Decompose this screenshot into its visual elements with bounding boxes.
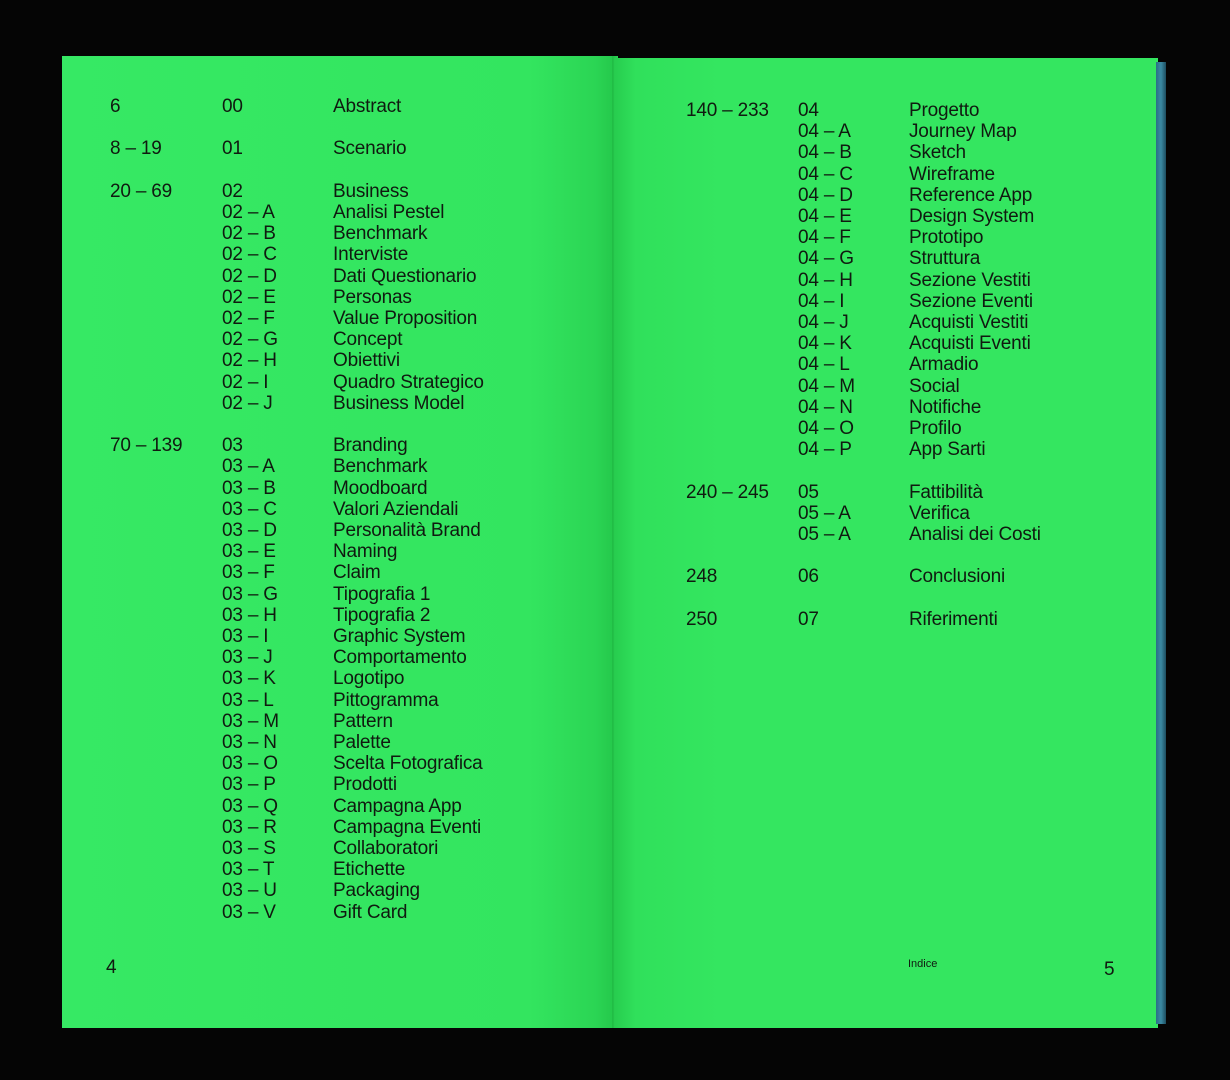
toc-section-title: Conclusioni	[909, 566, 1006, 588]
toc-section-code: 03 – A	[222, 456, 275, 478]
toc-section-code: 03 – J	[222, 647, 273, 669]
toc-entry	[62, 796, 612, 817]
toc-entry	[62, 181, 612, 202]
toc-entry	[62, 478, 612, 499]
toc-section-title: Riferimenti	[909, 608, 998, 630]
toc-entry	[614, 121, 1158, 142]
toc-entry	[62, 435, 612, 456]
toc-section-title: Sketch	[909, 142, 966, 164]
toc-entry	[62, 350, 612, 371]
toc-entry	[614, 524, 1158, 545]
book-page-edges	[1156, 62, 1166, 1024]
toc-section-title: Obiettivi	[333, 350, 400, 372]
toc-section-title: Prototipo	[909, 227, 984, 249]
toc-section-code: 04 – H	[798, 269, 853, 291]
footer-section-label: Indice	[908, 958, 938, 970]
toc-section-code: 02	[222, 180, 243, 202]
toc-page-range: 248	[686, 566, 718, 588]
toc-section-title: Business Model	[333, 392, 465, 414]
toc-section-code: 03 – O	[222, 753, 278, 775]
toc-section-code: 00	[222, 96, 243, 117]
toc-section-code: 03 – B	[222, 477, 276, 499]
toc-page-range: 240 – 245	[686, 481, 769, 503]
toc-section-title: Pattern	[333, 710, 393, 732]
toc-section-title: Social	[909, 375, 960, 397]
toc-entry	[62, 287, 612, 308]
toc-entry	[614, 164, 1158, 185]
toc-entry	[614, 609, 1158, 630]
toc-entry	[62, 647, 612, 668]
toc-section-title: Scelta Fotografica	[333, 753, 483, 775]
toc-section-title: Tipografia 2	[333, 604, 431, 626]
toc-section-title: Campagna App	[333, 795, 462, 817]
toc-section-title: Tipografia 1	[333, 583, 431, 605]
toc-section-code: 03 – M	[222, 710, 279, 732]
toc-section-title: Design System	[909, 206, 1035, 227]
toc-section-code: 04 – L	[798, 354, 850, 376]
toc-section-code: 03 – H	[222, 604, 277, 626]
toc-entry	[614, 100, 1158, 121]
toc-section-code: 02 – G	[222, 329, 278, 351]
toc-entry	[62, 605, 612, 626]
toc-entry	[62, 223, 612, 244]
toc-page-range: 6	[110, 96, 121, 117]
toc-section-title: Collaboratori	[333, 838, 439, 859]
toc-section-code: 03 – C	[222, 498, 277, 520]
toc-section-code: 05 – A	[798, 524, 851, 545]
toc-entry	[614, 354, 1158, 375]
toc-page-range: 20 – 69	[110, 180, 172, 202]
toc-entry	[62, 880, 612, 901]
toc-section-code: 04 – B	[798, 142, 852, 164]
toc-section-title: Personalità Brand	[333, 520, 481, 541]
right-page	[614, 58, 1158, 1028]
toc-entry	[62, 202, 612, 223]
toc-section-title: Acquisti Vestiti	[909, 312, 1029, 333]
toc-entry	[614, 566, 1158, 587]
toc-section-title: Branding	[333, 435, 408, 457]
toc-section-code: 03 – R	[222, 816, 277, 838]
toc-section-title: Sezione Vestiti	[909, 269, 1031, 291]
toc-entry	[62, 584, 612, 605]
right-page-number: 5	[1104, 959, 1115, 980]
toc-page-range: 8 – 19	[110, 138, 162, 160]
toc-section-code: 03 – K	[222, 668, 276, 690]
toc-entry	[614, 142, 1158, 163]
toc-section-code: 04 – P	[798, 439, 852, 461]
toc-section-title: Claim	[333, 562, 381, 584]
toc-section-title: Benchmark	[333, 456, 428, 478]
toc-section-title: Dati Questionario	[333, 265, 477, 287]
toc-section-title: Analisi Pestel	[333, 202, 445, 223]
toc-entry	[614, 439, 1158, 460]
toc-entry	[62, 308, 612, 329]
toc-entry	[62, 732, 612, 753]
toc-entry	[62, 626, 612, 647]
toc-entry	[614, 376, 1158, 397]
toc-section-title: Armadio	[909, 354, 979, 376]
toc-page-range: 250	[686, 608, 718, 630]
toc-section-title: Packaging	[333, 880, 420, 902]
toc-section-title: Journey Map	[909, 121, 1017, 143]
toc-section-code: 03 – I	[222, 626, 269, 647]
toc-section-title: Campagna Eventi	[333, 816, 482, 838]
toc-section-code: 04 – O	[798, 418, 854, 439]
toc-section-title: Naming	[333, 541, 398, 563]
toc-entry	[62, 138, 612, 159]
toc-section-title: Interviste	[333, 244, 409, 266]
toc-section-title: Personas	[333, 286, 412, 308]
toc-section-code: 02 – J	[222, 392, 273, 414]
toc-section-title: Fattibilità	[909, 481, 983, 503]
toc-entry	[62, 690, 612, 711]
toc-section-code: 04 – J	[798, 312, 849, 333]
toc-section-code: 04 – C	[798, 163, 853, 185]
toc-section-title: Graphic System	[333, 626, 466, 647]
toc-entry	[614, 397, 1158, 418]
toc-section-code: 02 – D	[222, 265, 277, 287]
toc-entry	[614, 206, 1158, 227]
toc-section-title: Reference App	[909, 184, 1033, 206]
toc-section-title: Notifiche	[909, 396, 982, 418]
toc-section-code: 03 – D	[222, 520, 277, 541]
toc-entry	[614, 291, 1158, 312]
toc-section-title: App Sarti	[909, 439, 986, 461]
toc-entry	[62, 668, 612, 689]
toc-entry	[614, 312, 1158, 333]
toc-entry	[62, 859, 612, 880]
toc-section-code: 04 – G	[798, 248, 854, 270]
toc-section-code: 02 – H	[222, 350, 277, 372]
toc-section-code: 04 – A	[798, 121, 851, 143]
toc-section-code: 03 – F	[222, 562, 275, 584]
toc-section-code: 03 – P	[222, 774, 276, 796]
toc-section-title: Business	[333, 180, 409, 202]
toc-section-title: Verifica	[909, 502, 970, 524]
toc-section-title: Concept	[333, 329, 403, 351]
toc-section-code: 02 – A	[222, 202, 275, 223]
toc-section-title: Pittogramma	[333, 689, 439, 711]
toc-section-code: 02 – I	[222, 371, 269, 393]
toc-entry	[62, 329, 612, 350]
toc-section-title: Prodotti	[333, 774, 397, 796]
toc-section-title: Analisi dei Costi	[909, 524, 1041, 545]
toc-section-code: 04 – N	[798, 396, 853, 418]
left-page-number: 4	[106, 957, 117, 978]
toc-entry	[614, 185, 1158, 206]
toc-section-code: 02 – B	[222, 223, 276, 245]
toc-section-title: Logotipo	[333, 668, 405, 690]
toc-section-title: Palette	[333, 732, 391, 753]
toc-section-code: 02 – C	[222, 244, 277, 266]
toc-page-range: 140 – 233	[686, 100, 769, 121]
toc-section-code: 04 – M	[798, 375, 855, 397]
toc-section-code: 04 – E	[798, 206, 852, 227]
toc-entry	[62, 499, 612, 520]
toc-section-title: Wireframe	[909, 163, 995, 185]
toc-entry	[62, 817, 612, 838]
toc-entry	[62, 774, 612, 795]
toc-entry	[62, 753, 612, 774]
toc-section-code: 06	[798, 566, 819, 588]
toc-section-code: 02 – E	[222, 286, 276, 308]
toc-section-title: Gift Card	[333, 901, 408, 923]
toc-page-range: 70 – 139	[110, 435, 183, 457]
toc-entry	[614, 503, 1158, 524]
toc-section-code: 03 – N	[222, 732, 277, 753]
toc-section-title: Etichette	[333, 859, 406, 881]
toc-section-code: 04 – I	[798, 290, 845, 312]
toc-section-code: 05 – A	[798, 502, 851, 524]
toc-section-code: 03 – E	[222, 541, 276, 563]
toc-section-code: 04 – F	[798, 227, 851, 249]
toc-section-title: Scenario	[333, 138, 407, 160]
toc-section-title: Progetto	[909, 100, 980, 121]
toc-entry	[62, 520, 612, 541]
toc-section-title: Benchmark	[333, 223, 428, 245]
toc-section-code: 03 – U	[222, 880, 277, 902]
left-page	[62, 56, 612, 1028]
toc-entry	[62, 456, 612, 477]
toc-section-code: 03 – Q	[222, 795, 278, 817]
toc-entry	[62, 562, 612, 583]
toc-section-title: Struttura	[909, 248, 981, 270]
toc-entry	[614, 248, 1158, 269]
toc-entry	[62, 393, 612, 414]
toc-section-title: Profilo	[909, 418, 962, 439]
toc-section-code: 01	[222, 138, 243, 160]
toc-section-title: Sezione Eventi	[909, 290, 1033, 312]
toc-entry	[614, 227, 1158, 248]
toc-section-title: Value Proposition	[333, 308, 478, 329]
toc-section-title: Abstract	[333, 96, 402, 117]
toc-entry	[614, 482, 1158, 503]
toc-section-code: 04 – D	[798, 184, 853, 206]
toc-section-code: 04 – K	[798, 333, 852, 355]
toc-entry	[62, 266, 612, 287]
toc-entry	[614, 333, 1158, 354]
toc-entry	[62, 838, 612, 859]
toc-section-code: 03	[222, 435, 243, 457]
toc-section-code: 07	[798, 608, 819, 630]
toc-section-code: 04	[798, 100, 819, 121]
toc-section-code: 03 – T	[222, 859, 275, 881]
toc-entry	[62, 96, 612, 117]
toc-section-title: Quadro Strategico	[333, 371, 484, 393]
toc-entry	[62, 244, 612, 265]
toc-entry	[614, 270, 1158, 291]
toc-entry	[62, 902, 612, 923]
toc-section-code: 03 – V	[222, 901, 276, 923]
toc-section-code: 03 – S	[222, 838, 276, 859]
toc-entry	[62, 541, 612, 562]
toc-entry	[62, 711, 612, 732]
toc-section-code: 02 – F	[222, 308, 275, 329]
toc-section-code: 03 – G	[222, 583, 278, 605]
toc-section-title: Comportamento	[333, 647, 467, 669]
toc-section-title: Moodboard	[333, 477, 428, 499]
toc-section-code: 03 – L	[222, 689, 274, 711]
toc-section-code: 05	[798, 481, 819, 503]
toc-section-title: Acquisti Eventi	[909, 333, 1031, 355]
toc-section-title: Valori Aziendali	[333, 498, 459, 520]
toc-entry	[62, 372, 612, 393]
toc-entry	[614, 418, 1158, 439]
